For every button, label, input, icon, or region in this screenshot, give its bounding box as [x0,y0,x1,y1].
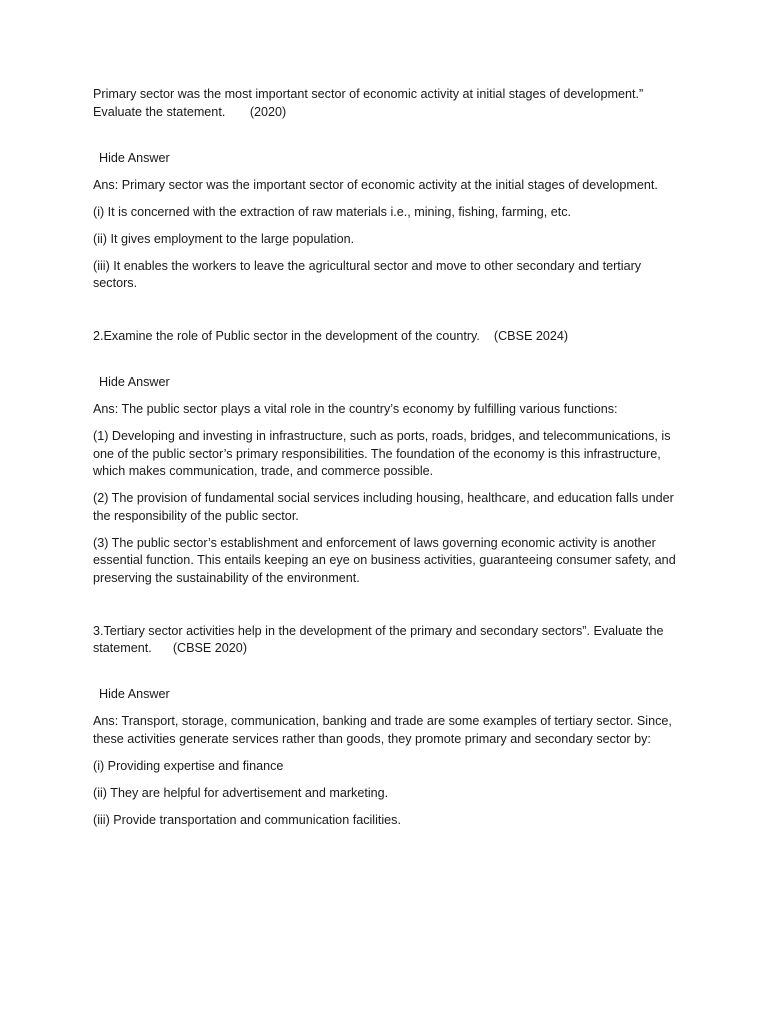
question-text: 3.Tertiary sector activities help in the development of the primary and secondary sectors”. Evaluate the statement. (CBSE 2020) [93,623,664,655]
hide-answer-toggle[interactable]: Hide Answer [99,687,170,701]
answer-point: (2) The provision of fundamental social services including housing, healthcare, and education falls under the responsibility of the public sector. [93,491,674,523]
answer-point: (i) It is concerned with the extraction of raw materials i.e., mining, fishing, farming, etc. [93,204,572,219]
question-text: Primary sector was the most important sector of economic activity at initial stages of development.” Evaluate the statement. (2020) [93,87,644,119]
answer-point: (1) Developing and investing in infrastructure, such as ports, roads, bridges, and telecommunications, is one of the public sector’s primary responsibilities. The foundation of the economy is this infrastructure, which makes communication, trade, and commerce possible. [93,429,671,478]
question-text: 2.Examine the role of Public sector in the development of the country. (CBSE 2024) [93,329,569,343]
document-page [93,86,683,839]
question-block-1 [93,86,683,293]
answer-point: (iii) Provide transportation and communication facilities. [93,812,401,827]
answer-paragraph: Ans: Primary sector was the important sector of economic activity at the initial stages of development. [93,177,658,192]
answer-point: (ii) It gives employment to the large population. [93,231,355,246]
question-source: (CBSE 2020) [172,641,248,655]
answer-paragraph: Ans: The public sector plays a vital role in the country’s economy by fulfilling various functions: [93,402,618,416]
question-block-2 [93,328,683,587]
question-source: (CBSE 2024) [493,329,569,343]
answer-point: (ii) They are helpful for advertisement and marketing. [93,785,389,800]
question-block-3 [93,623,683,830]
hide-answer-toggle[interactable]: Hide Answer [99,375,170,389]
answer-paragraph: Ans: Transport, storage, communication, banking and trade are some examples of tertiary sector. Since, these activities generate services rather than goods, they promote primary and secondary sector by: [93,714,672,746]
answer-point: (iii) It enables the workers to leave the agricultural sector and move to other secondary and tertiary sectors. [93,258,642,290]
question-source: (2020) [249,104,287,119]
answer-point: (i) Providing expertise and finance [93,758,284,773]
answer-point: (3) The public sector’s establishment and enforcement of laws governing economic activity is another essential function. This entails keeping an eye on business activities, guaranteeing consumer safety, and preserving the sustainability of the environment. [93,535,676,585]
hide-answer-toggle[interactable]: Hide Answer [99,150,170,165]
